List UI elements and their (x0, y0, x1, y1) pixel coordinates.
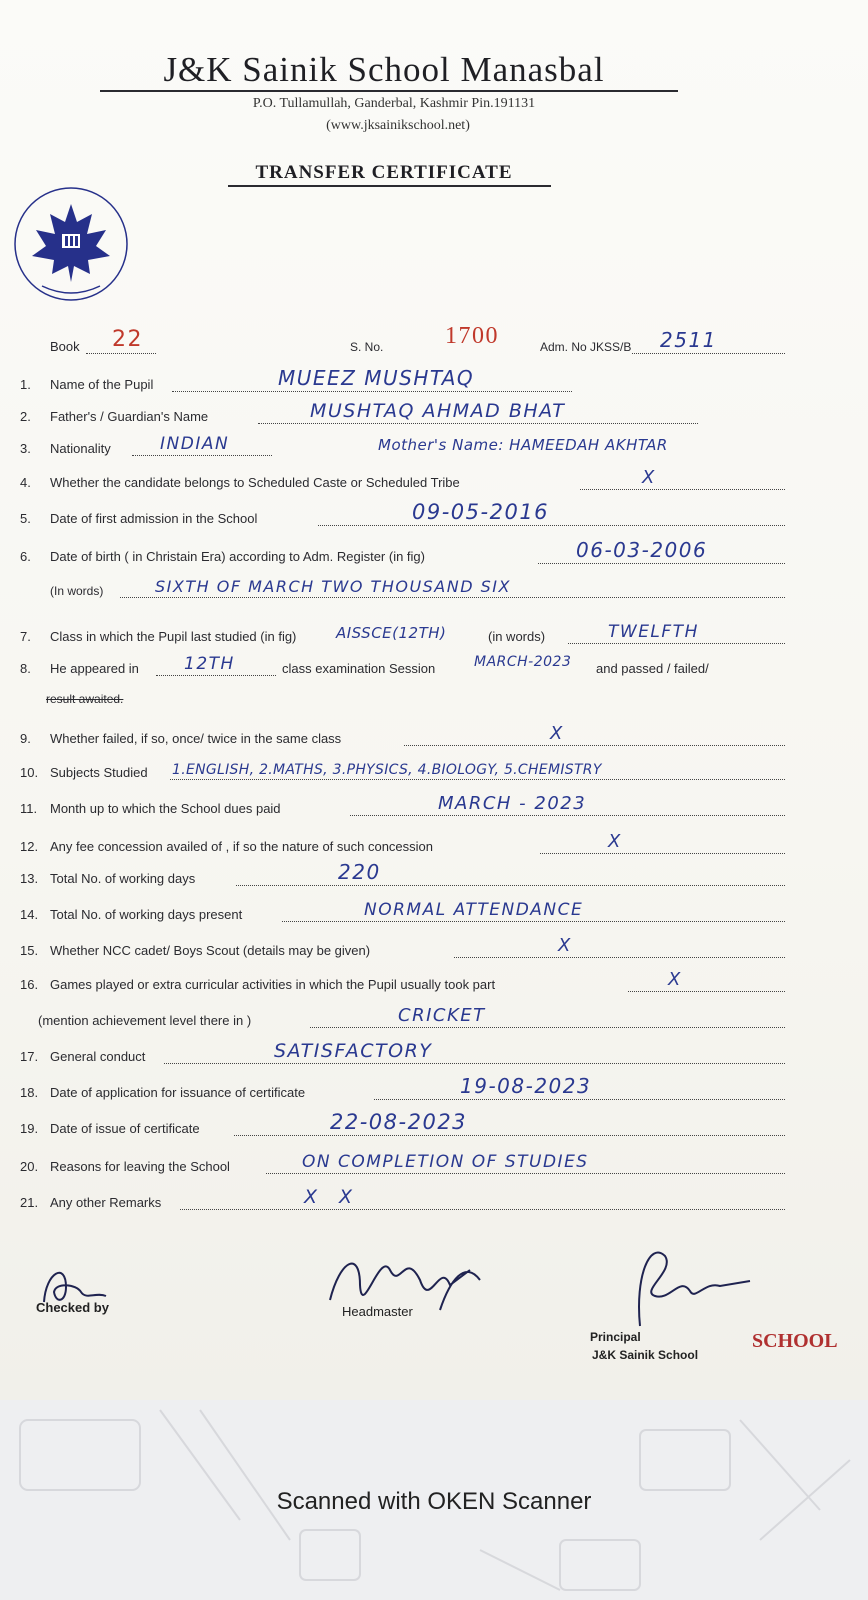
field-label: class examination Session (282, 661, 436, 676)
field-row-caste: 4. Whether the candidate belongs to Scheduled Caste or Scheduled Tribe X (20, 466, 785, 494)
headmaster-label: Headmaster (342, 1304, 413, 1319)
field-label: Reasons for leaving the School (50, 1159, 230, 1174)
field-row-remarks: 21. Any other Remarks X X (20, 1186, 785, 1214)
field-row-games: 16. Games played or extra curricular activities in which the Pupil usually took part X (20, 968, 785, 996)
field-label: and passed / failed/ (596, 661, 709, 676)
field-label: Total No. of working days (50, 871, 196, 886)
field-label: Any other Remarks (50, 1195, 162, 1210)
field-label: Total No. of working days present (50, 907, 243, 922)
last-class-fig: AISSCE(12TH) (336, 624, 447, 642)
meta-row (20, 323, 785, 358)
field-label: Whether failed, if so, once/ twice in the same class (50, 731, 342, 746)
field-row-last-class: 7. Class in which the Pupil last studied (in fig) AISSCE(12TH) (in words) TWELFTH (20, 620, 785, 648)
application-date: 19-08-2023 (460, 1074, 592, 1098)
school-name-underline (100, 90, 678, 92)
scanner-watermark-text: Scanned with OKEN Scanner (276, 1488, 592, 1515)
admission-number-label: Adm. No JKSS/B (540, 340, 632, 354)
field-label: (in words) (488, 629, 546, 644)
field-row-dues: 11. Month up to which the School dues paid MARCH - 2023 (20, 792, 785, 820)
field-row-conduct: 17. General conduct SATISFACTORY (20, 1040, 785, 1068)
school-website: (www.jksainikschool.net) (326, 118, 470, 133)
days-present: NORMAL ATTENDANCE (364, 900, 584, 920)
certificate-title: TRANSFER CERTIFICATE (255, 162, 513, 183)
field-row-birth-date-words (20, 574, 785, 602)
working-days: 220 (338, 860, 381, 884)
last-class-words: TWELFTH (608, 622, 699, 642)
field-row-ncc: 15. Whether NCC cadet/ Boys Scout (details may be given) X (20, 934, 785, 962)
field-row-days-present: 14. Total No. of working days present NORMAL ATTENDANCE (20, 898, 785, 926)
birth-date: 06-03-2006 (576, 538, 708, 562)
field-label: Games played or extra curricular activities in which the Pupil usually took part (50, 977, 496, 992)
scanner-footer (0, 1400, 868, 1600)
failed-value: X (550, 723, 564, 744)
field-row-failed: 9. Whether failed, if so, once/ twice in the same class X (20, 722, 785, 750)
field-row-issue-date: 19. Date of issue of certificate 22-08-2023 (20, 1112, 785, 1140)
principal-org-label: J&K Sainik School (592, 1348, 699, 1362)
mother-name: Mother's Name: HAMEEDAH AKHTAR (378, 436, 668, 454)
field-row-appeared-in: 8. He appeared in 12TH class examination Session MARCH-2023 and passed / failed/ (20, 654, 709, 676)
issue-date: 22-08-2023 (330, 1110, 468, 1134)
nationality: INDIAN (160, 434, 230, 454)
remarks-value: X X (304, 1186, 361, 1208)
field-row-application-date: 18. Date of application for issuance of certificate 19-08-2023 (20, 1076, 785, 1104)
games-value: X (668, 969, 682, 990)
field-row-subjects: 10. Subjects Studied 1.ENGLISH, 2.MATHS, 3.PHYSICS, 4.BIOLOGY, 5.CHEMISTRY (20, 756, 785, 784)
principal-label: Principal (590, 1330, 641, 1344)
field-row-fee-concession: 12. Any fee concession availed of , if so the nature of such concession X (20, 830, 785, 858)
achievement-value: CRICKET (398, 1005, 486, 1026)
admission-date: 09-05-2016 (412, 500, 550, 524)
ncc-value: X (558, 935, 572, 956)
field-row-nationality: 3. Nationality INDIAN Mother's Name: HAMEEDAH AKHTAR (20, 434, 668, 456)
field-label: Nationality (50, 441, 111, 456)
field-label: Date of first admission in the School (50, 511, 258, 526)
principal-signature-icon (610, 1236, 760, 1336)
father-name: MUSHTAQ AHMAD BHAT (310, 400, 566, 422)
school-crest-icon (2, 178, 140, 308)
field-row-pupil-name: 1. Name of the Pupil MUEEZ MUSHTAQ (20, 368, 785, 396)
birth-date-words: SIXTH OF MARCH TWO THOUSAND SIX (155, 577, 511, 596)
field-label: Whether the candidate belongs to Scheduled Caste or Scheduled Tribe (50, 475, 460, 490)
book-label: Book (50, 339, 80, 354)
school-stamp: SCHOOL (752, 1330, 838, 1352)
field-row-father-name: 2. Father's / Guardian's Name MUSHTAQ AHMAD BHAT (20, 400, 785, 428)
serial-number: 1700 (445, 323, 499, 349)
checked-by-label: Checked by (36, 1300, 109, 1315)
field-row-achievement (20, 1004, 785, 1032)
field-label: He appeared in (50, 661, 139, 676)
field-label: General conduct (50, 1049, 146, 1064)
fee-concession-value: X (608, 831, 622, 852)
field-row-result-awaited (20, 682, 785, 710)
field-label: Month up to which the School dues paid (50, 801, 281, 816)
certificate-title-underline (228, 185, 551, 187)
serial-number-label: S. No. (350, 340, 384, 354)
result-awaited-struck: result awaited. (46, 692, 124, 706)
leaving-reason: ON COMPLETION OF STUDIES (302, 1152, 589, 1172)
subjects-studied: 1.ENGLISH, 2.MATHS, 3.PHYSICS, 4.BIOLOGY, 5.CHEMISTRY (172, 762, 602, 778)
book-number: 22 (112, 327, 143, 352)
field-row-birth-date: 6. Date of birth ( in Christain Era) according to Adm. Register (in fig) 06-03-2006 (20, 540, 785, 568)
field-label: Date of birth ( in Christain Era) according to Adm. Register (in fig) (50, 549, 425, 564)
field-label: Date of issue of certificate (50, 1121, 200, 1136)
field-label: Subjects Studied (50, 765, 148, 780)
field-label: Whether NCC cadet/ Boys Scout (details may be given) (50, 943, 371, 958)
admission-number: 2511 (660, 328, 717, 352)
caste-value: X (642, 467, 656, 488)
field-row-leaving-reason: 20. Reasons for leaving the School ON COMPLETION OF STUDIES (20, 1150, 785, 1178)
appeared-class: 12TH (184, 654, 235, 674)
field-row-admission-date: 5. Date of first admission in the School 09-05-2016 (20, 502, 785, 530)
exam-session: MARCH-2023 (474, 654, 572, 670)
school-address: P.O. Tullamullah, Ganderbal, Kashmir Pin.191131 (252, 96, 536, 111)
field-label: Father's / Guardian's Name (50, 409, 209, 424)
field-row-working-days: 13. Total No. of working days 220 (20, 862, 785, 890)
field-label: (mention achievement level there in ) (38, 1013, 252, 1028)
field-label: Class in which the Pupil last studied (in fig) (50, 629, 297, 644)
dues-paid-month: MARCH - 2023 (438, 793, 587, 814)
school-name: J&K Sainik School Manasbal (163, 50, 605, 89)
field-label: Name of the Pupil (50, 377, 154, 392)
field-label: Date of application for issuance of certificate (50, 1085, 306, 1100)
field-label: (In words) (50, 584, 104, 598)
general-conduct: SATISFACTORY (274, 1040, 433, 1062)
field-label: Any fee concession availed of , if so the nature of such concession (50, 839, 434, 854)
pupil-name: MUEEZ MUSHTAQ (278, 366, 475, 390)
